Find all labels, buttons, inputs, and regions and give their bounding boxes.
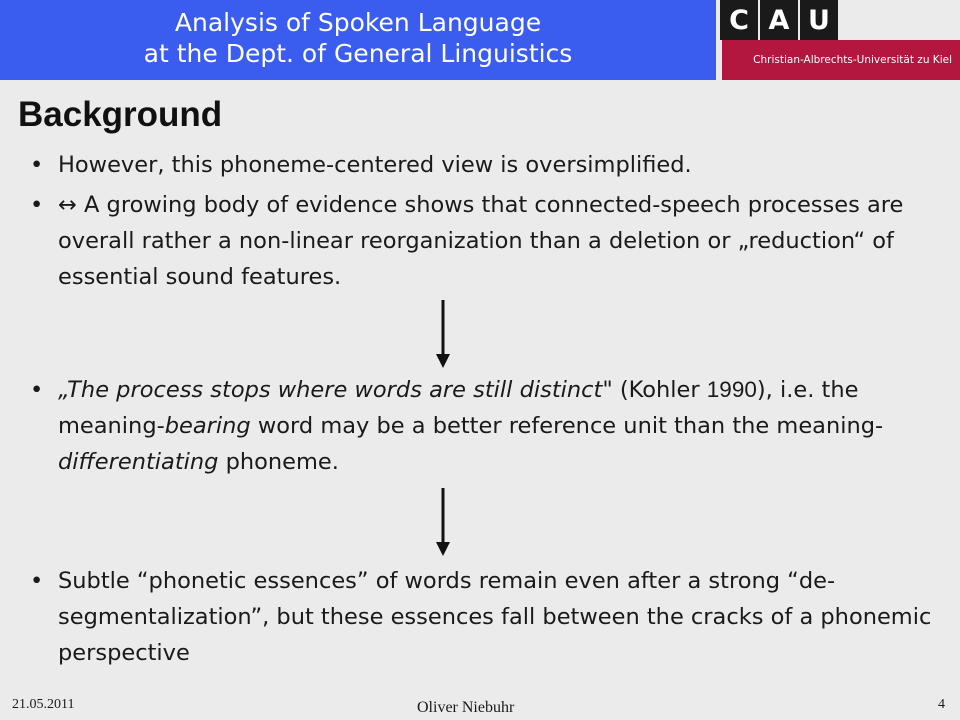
header-title-line2: at the Dept. of General Linguistics [143, 39, 573, 68]
bullet-dot: • [30, 192, 44, 218]
footer-author: Oliver Niebuhr [417, 699, 515, 716]
footer-date: 21.05.2011 [12, 697, 75, 712]
citation-year: 1990 [706, 377, 757, 402]
left-right-arrow-icon: ↔ [58, 192, 77, 218]
header-title-band [0, 0, 716, 80]
bullet-dot: • [30, 377, 44, 403]
university-name: Christian-Albrechts-Universität zu Kiel [722, 40, 960, 80]
logo-letter-u: U [800, 0, 838, 40]
bullet-dot: • [30, 568, 44, 594]
down-arrow-icon [434, 300, 452, 370]
down-arrow-icon [434, 488, 452, 558]
bullet-text: „The process stops where words are still distinct" (Kohler 1990), i.e. the meaning-bearing word may be a better reference unit than the meaning-differentiating phoneme. [58, 377, 884, 475]
kohler-quote: „The process stops where words are still distinct [58, 377, 603, 403]
slide-title: Background [18, 95, 223, 134]
bullet-dot: • [30, 152, 44, 178]
logo-letter-a: A [760, 0, 798, 40]
slide-header [0, 0, 960, 80]
bullet-text: Subtle “phonetic essences” of words remain even after a strong “de-segmentalization”, but these essences fall between the cracks of a phonemic perspective [58, 568, 932, 666]
header-title-line1: Analysis of Spoken Language [174, 8, 542, 37]
bullet-text-body: A growing body of evidence shows that connected-speech processes are overall rather a non-linear reorganization than a deletion or „reduction“ of essential sound features. [58, 192, 904, 290]
logo-letter-c: C [720, 0, 758, 40]
page-number: 4 [938, 697, 945, 712]
bullet-text: However, this phoneme-centered view is oversimplified. [58, 152, 692, 178]
cau-logo [720, 0, 840, 40]
bullet-text [58, 187, 948, 295]
